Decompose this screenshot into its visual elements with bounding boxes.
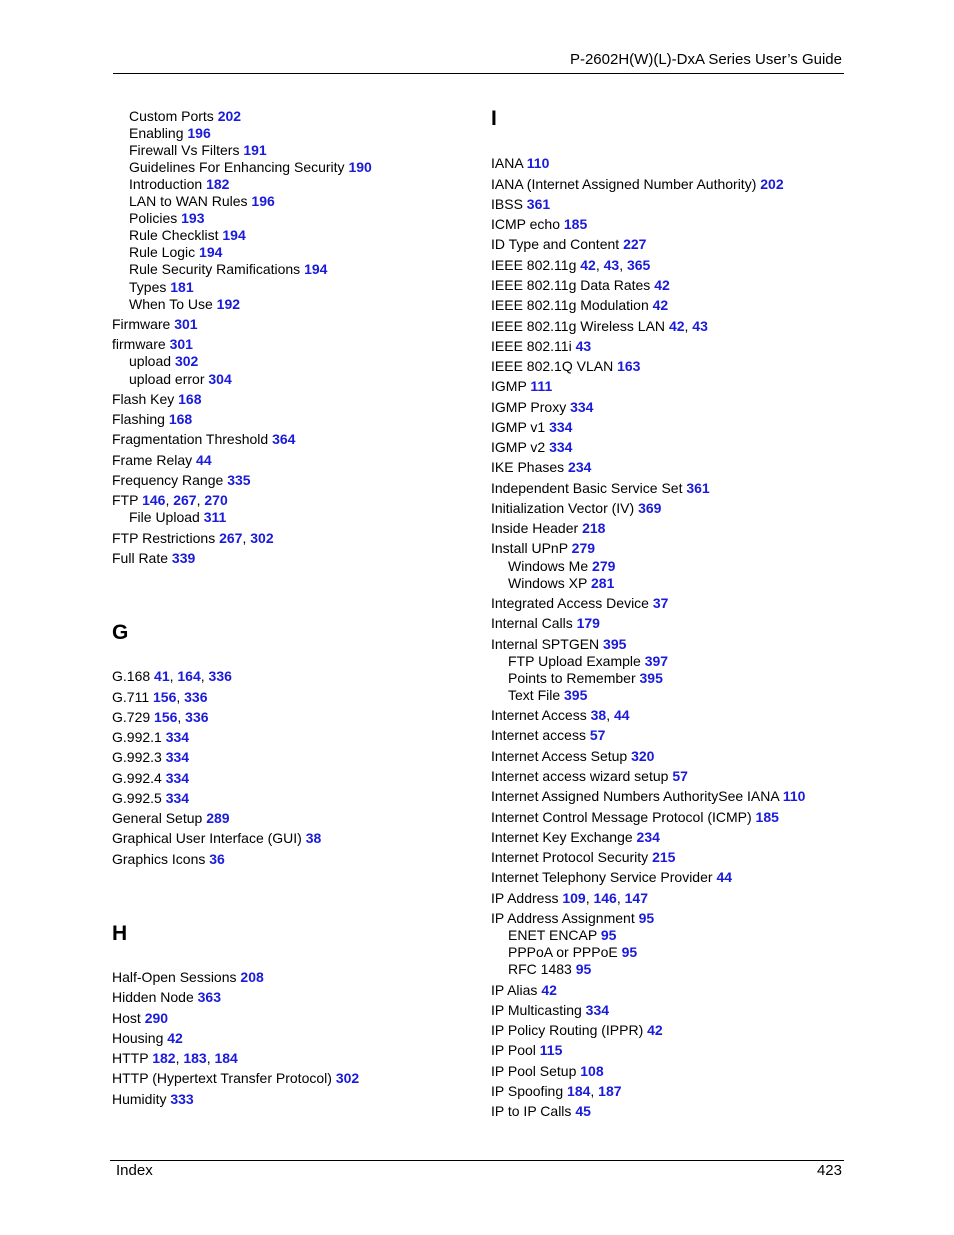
index-term: Graphical User Interface (GUI) xyxy=(112,830,302,846)
index-entry xyxy=(491,788,805,805)
index-term: Internet Access Setup xyxy=(491,748,628,764)
index-term: IGMP xyxy=(491,378,527,394)
index-term: IP Address xyxy=(491,890,559,906)
index-entry xyxy=(491,378,552,395)
page-reference-link[interactable]: 45 xyxy=(575,1103,591,1119)
index-term: Internet Telephony Service Provider xyxy=(491,869,713,885)
page-reference-link[interactable]: 301 xyxy=(169,336,193,352)
index-section-letter: H xyxy=(112,922,128,945)
index-term: IP Alias xyxy=(491,982,538,998)
page-reference-link[interactable]: 109 xyxy=(562,890,586,906)
index-term: G.168 xyxy=(112,668,151,684)
page-reference-link[interactable]: 334 xyxy=(549,439,573,455)
page-reference-link[interactable]: 95 xyxy=(575,961,592,977)
index-term: IANA xyxy=(491,155,523,171)
index-entry xyxy=(491,277,670,294)
page-reference-link[interactable]: 38 xyxy=(590,707,607,723)
index-term: Windows XP xyxy=(508,575,588,591)
page-reference-link[interactable]: 334 xyxy=(165,749,190,765)
page-reference-link[interactable]: 336 xyxy=(184,689,208,705)
index-subentry xyxy=(508,670,663,687)
page-reference-link[interactable]: 43 xyxy=(575,338,592,354)
index-term: ICMP echo xyxy=(491,216,560,232)
index-term: Enabling xyxy=(129,125,184,141)
index-term: Housing xyxy=(112,1030,164,1046)
index-term: Rule Checklist xyxy=(129,227,219,243)
index-term: Humidity xyxy=(112,1091,167,1107)
index-term: Guidelines For Enhancing Security xyxy=(129,159,345,175)
index-term: Points to Remember xyxy=(508,670,636,686)
index-entry xyxy=(491,338,591,355)
index-term: Half-Open Sessions xyxy=(112,969,237,985)
page-reference-link[interactable]: 334 xyxy=(585,1002,610,1018)
page-reference-link[interactable]: 320 xyxy=(631,748,655,764)
index-entry xyxy=(491,727,605,744)
index-entry xyxy=(491,595,668,612)
page-reference-link[interactable]: 270 xyxy=(204,492,228,508)
index-term: Graphics Icons xyxy=(112,851,206,867)
page-reference-link[interactable]: 156 xyxy=(154,709,178,725)
page-reference-link[interactable]: 57 xyxy=(672,768,688,784)
page-number: 423 xyxy=(816,1162,842,1179)
page-reference-link[interactable]: 108 xyxy=(580,1063,604,1079)
index-entry: FTP Restrictions 267, 302 xyxy=(112,530,274,546)
page-reference-link[interactable]: 302 xyxy=(174,353,199,369)
page-reference-link[interactable]: 334 xyxy=(549,419,573,435)
page-reference-link[interactable]: 192 xyxy=(216,296,241,312)
index-entry: G.711 156, 336 xyxy=(112,689,208,705)
index-term: IEEE 802.11i xyxy=(491,338,572,354)
index-term: IEEE 802.11g Modulation xyxy=(491,297,649,313)
index-term: HTTP (Hypertext Transfer Protocol) xyxy=(112,1070,332,1086)
index-entry xyxy=(491,636,626,653)
index-subentry xyxy=(508,687,587,704)
index-term: IP Pool Setup xyxy=(491,1063,577,1079)
index-term: Internet Access xyxy=(491,707,587,723)
index-entry xyxy=(491,982,557,999)
index-term: Internal SPTGEN xyxy=(491,636,600,652)
index-term: Fragmentation Threshold xyxy=(112,431,269,447)
page-reference-link[interactable]: 215 xyxy=(652,849,676,865)
index-entry xyxy=(491,520,605,537)
page-reference-link[interactable]: 42 xyxy=(541,982,557,998)
index-term: IEEE 802.11g xyxy=(491,257,577,273)
index-term: Hidden Node xyxy=(112,989,194,1005)
index-entry xyxy=(491,176,784,193)
index-entry: IEEE 802.11g Wireless LAN 42, 43 xyxy=(491,318,708,334)
index-term: IKE Phases xyxy=(491,459,565,475)
index-term: Internet access xyxy=(491,727,586,743)
index-term: Custom Ports xyxy=(129,108,214,124)
index-term: IBSS xyxy=(491,196,523,212)
index-term: Host xyxy=(112,1010,141,1026)
page-reference-link[interactable]: 336 xyxy=(208,668,232,684)
index-subentry xyxy=(508,961,591,978)
index-term: Frame Relay xyxy=(112,452,193,468)
page-reference-link[interactable]: 234 xyxy=(568,459,592,475)
index-entry: IEEE 802.11g 42, 43, 365 xyxy=(491,257,651,273)
index-term: Firewall Vs Filters xyxy=(129,142,240,158)
index-entry xyxy=(491,480,710,497)
index-term: IP Policy Routing (IPPR) xyxy=(491,1022,644,1038)
page-reference-link[interactable]: 289 xyxy=(206,810,230,826)
page-reference-link[interactable]: 202 xyxy=(760,176,784,192)
index-entry xyxy=(491,1103,591,1120)
page-reference-link[interactable]: 196 xyxy=(187,125,211,141)
index-subentry xyxy=(508,558,615,575)
page-reference-link[interactable]: 41 xyxy=(154,668,170,684)
index-term: IGMP Proxy xyxy=(491,399,567,415)
page-reference-link[interactable]: 365 xyxy=(626,257,651,273)
page-reference-link[interactable]: 339 xyxy=(171,550,196,566)
index-section-letter: I xyxy=(491,107,497,130)
page-reference-link[interactable]: 182 xyxy=(152,1050,176,1066)
index-term: RFC 1483 xyxy=(508,961,572,977)
index-term: Windows Me xyxy=(508,558,589,574)
index-term: IANA (Internet Assigned Number Authority) xyxy=(491,176,757,192)
page-reference-link[interactable]: 111 xyxy=(530,378,553,394)
page-reference-link[interactable]: 184 xyxy=(567,1083,591,1099)
page-reference-link[interactable]: 147 xyxy=(624,890,648,906)
page-reference-link[interactable]: 361 xyxy=(526,196,551,212)
page-reference-link[interactable]: 194 xyxy=(199,244,223,260)
page-reference-link[interactable]: 168 xyxy=(178,391,202,407)
index-term: Introduction xyxy=(129,176,203,192)
index-entry: FTP 146, 267, 270 xyxy=(112,492,228,508)
index-term: General Setup xyxy=(112,810,203,826)
index-entry xyxy=(491,768,688,785)
page-reference-link[interactable]: 42 xyxy=(647,1022,663,1038)
page-reference-link[interactable]: 42 xyxy=(654,277,670,293)
page-reference-link[interactable]: 156 xyxy=(153,689,177,705)
page-reference-link[interactable]: 187 xyxy=(598,1083,622,1099)
index-entry xyxy=(491,1002,609,1019)
page-reference-link[interactable]: 395 xyxy=(639,670,663,686)
index-term: Flash Key xyxy=(112,391,175,407)
page-reference-link[interactable]: 185 xyxy=(563,216,588,232)
page-reference-link[interactable]: 44 xyxy=(613,707,630,723)
index-entry xyxy=(491,236,646,253)
page-reference-link[interactable]: 110 xyxy=(782,788,806,804)
index-entry: G.729 156, 336 xyxy=(112,709,209,725)
index-term: HTTP xyxy=(112,1050,149,1066)
index-entry xyxy=(491,297,668,314)
index-entry xyxy=(491,500,661,517)
page-reference-link[interactable]: 37 xyxy=(652,595,669,611)
page-reference-link[interactable]: 181 xyxy=(170,279,194,295)
page-reference-link[interactable]: 193 xyxy=(181,210,205,226)
index-entry xyxy=(491,1042,562,1059)
index-entry xyxy=(491,358,640,375)
page-reference-link[interactable]: 234 xyxy=(636,829,660,845)
index-subentry xyxy=(508,944,637,961)
index-term: IEEE 802.11g Data Rates xyxy=(491,277,651,293)
page-reference-link[interactable]: 190 xyxy=(348,159,372,175)
index-term: Types xyxy=(129,279,167,295)
page-reference-link[interactable]: 182 xyxy=(206,176,230,192)
page-reference-link[interactable]: 334 xyxy=(165,790,190,806)
index-term: Rule Security Ramifications xyxy=(129,261,301,277)
page-reference-link[interactable]: 57 xyxy=(589,727,606,743)
index-term: ENET ENCAP xyxy=(508,927,597,943)
index-term: IP Spoofing xyxy=(491,1083,564,1099)
page-reference-link[interactable]: 95 xyxy=(621,944,638,960)
index-entry xyxy=(491,748,654,765)
page-reference-link[interactable]: 115 xyxy=(539,1042,563,1058)
index-term: FTP xyxy=(112,492,139,508)
index-term: IGMP v1 xyxy=(491,419,546,435)
page-reference-link[interactable]: 42 xyxy=(167,1030,183,1046)
index-entry xyxy=(491,829,660,846)
index-entry: IP Address 109, 146, 147 xyxy=(491,890,648,906)
index-term: upload error xyxy=(129,371,205,387)
index-entry xyxy=(491,399,593,416)
index-entry: G.168 41, 164, 336 xyxy=(112,668,232,684)
index-term: Frequency Range xyxy=(112,472,224,488)
page-reference-link[interactable]: 179 xyxy=(576,615,600,631)
page-reference-link[interactable]: 336 xyxy=(185,709,209,725)
index-term: Policies xyxy=(129,210,178,226)
index-entry xyxy=(491,439,572,456)
page-reference-link[interactable]: 301 xyxy=(174,316,198,332)
page-reference-link[interactable]: 363 xyxy=(197,989,221,1005)
page-reference-link[interactable]: 196 xyxy=(251,193,275,209)
page-reference-link[interactable]: 194 xyxy=(304,261,328,277)
index-term: IP Multicasting xyxy=(491,1002,582,1018)
index-term: Internet access wizard setup xyxy=(491,768,669,784)
page-reference-link[interactable]: 191 xyxy=(243,142,267,158)
index-entry xyxy=(491,216,587,233)
index-term: G.729 xyxy=(112,709,151,725)
page-reference-link[interactable]: 369 xyxy=(638,500,662,516)
index-term: Rule Logic xyxy=(129,244,196,260)
index-term: FTP Upload Example xyxy=(508,653,641,669)
page-reference-link[interactable]: 110 xyxy=(526,155,550,171)
index-term: Inside Header xyxy=(491,520,579,536)
index-term: Full Rate xyxy=(112,550,169,566)
index-term: FTP Restrictions xyxy=(112,530,216,546)
index-term: Integrated Access Device xyxy=(491,595,649,611)
index-term: upload xyxy=(129,353,172,369)
page-reference-link[interactable]: 267 xyxy=(219,530,243,546)
index-term: IP Address Assignment xyxy=(491,910,635,926)
index-entry: Internet Access 38, 44 xyxy=(491,707,630,723)
page-reference-link[interactable]: 333 xyxy=(170,1091,194,1107)
index-term: Firmware xyxy=(112,316,171,332)
index-term: Internal Calls xyxy=(491,615,573,631)
index-entry xyxy=(491,540,595,557)
page-reference-link[interactable]: 334 xyxy=(165,729,190,745)
index-entry xyxy=(491,910,654,927)
index-entry xyxy=(491,196,550,213)
page-reference-link[interactable]: 281 xyxy=(591,575,615,591)
index-term: Install UPnP xyxy=(491,540,568,556)
index-section-letter: G xyxy=(112,621,129,644)
page-reference-link[interactable]: 185 xyxy=(755,809,779,825)
index-term: ID Type and Content xyxy=(491,236,620,252)
page-reference-link[interactable]: 395 xyxy=(564,687,588,703)
index-term: File Upload xyxy=(129,509,200,525)
index-entry xyxy=(491,459,591,476)
page-reference-link[interactable]: 361 xyxy=(686,480,710,496)
page-reference-link[interactable]: 334 xyxy=(570,399,594,415)
page-reference-link[interactable]: 208 xyxy=(240,969,264,985)
page-reference-link[interactable]: 364 xyxy=(272,431,296,447)
index-term: Internet Key Exchange xyxy=(491,829,633,845)
index-term: IP Pool xyxy=(491,1042,536,1058)
page-reference-link[interactable]: 42 xyxy=(580,257,596,273)
page-reference-link[interactable]: 183 xyxy=(183,1050,207,1066)
index-term: firmware xyxy=(112,336,166,352)
index-term: G.992.4 xyxy=(112,770,162,786)
index-entry xyxy=(491,869,732,886)
index-term: G.992.1 xyxy=(112,729,162,745)
page-reference-link[interactable]: 194 xyxy=(222,227,246,243)
page-reference-link[interactable]: 267 xyxy=(173,492,197,508)
page-reference-link[interactable]: 290 xyxy=(144,1010,169,1026)
page-reference-link[interactable]: 163 xyxy=(617,358,641,374)
index-term: Initialization Vector (IV) xyxy=(491,500,635,516)
index-term: G.992.3 xyxy=(112,749,162,765)
index-entry xyxy=(491,809,779,826)
index-term: IEEE 802.1Q VLAN xyxy=(491,358,614,374)
index-entry xyxy=(491,155,549,172)
page-reference-link[interactable]: 395 xyxy=(603,636,627,652)
page-reference-link[interactable]: 95 xyxy=(638,910,655,926)
page-reference-link[interactable]: 44 xyxy=(196,452,212,468)
index-term: Text File xyxy=(508,687,561,703)
index-term: Internet Assigned Numbers AuthoritySee IANA xyxy=(491,788,779,804)
page-reference-link[interactable]: 302 xyxy=(250,530,274,546)
index-term: IP to IP Calls xyxy=(491,1103,572,1119)
page-reference-link[interactable]: 42 xyxy=(652,297,669,313)
index-subentry xyxy=(508,653,668,670)
page-reference-link[interactable]: 42 xyxy=(668,318,685,334)
index-term: When To Use xyxy=(129,296,213,312)
guide-title: P-2602H(W)(L)-DxA Series User’s Guide xyxy=(569,51,842,68)
index-subentry xyxy=(508,575,614,592)
index-term: IEEE 802.11g Wireless LAN xyxy=(491,318,666,334)
page-reference-link[interactable]: 334 xyxy=(165,770,190,786)
page-reference-link[interactable]: 164 xyxy=(177,668,201,684)
page-reference-link[interactable]: 335 xyxy=(227,472,251,488)
page-reference-link[interactable]: 304 xyxy=(208,371,232,387)
index-term: G.711 xyxy=(112,689,150,705)
index-term: Internet Control Message Protocol (ICMP) xyxy=(491,809,752,825)
page-reference-link[interactable]: 311 xyxy=(203,509,227,525)
page-reference-link[interactable]: 36 xyxy=(209,851,225,867)
index-entry: HTTP 182, 183, 184 xyxy=(112,1050,238,1066)
index-entry xyxy=(491,615,600,632)
page-reference-link[interactable]: 43 xyxy=(603,257,620,273)
page-reference-link[interactable]: 95 xyxy=(600,927,617,943)
index-entry xyxy=(491,1063,604,1080)
page-reference-link[interactable]: 146 xyxy=(142,492,166,508)
index-term: LAN to WAN Rules xyxy=(129,193,248,209)
page-reference-link[interactable]: 38 xyxy=(305,830,322,846)
page-reference-link[interactable]: 146 xyxy=(593,890,617,906)
page-reference-link[interactable]: 279 xyxy=(571,540,596,556)
index-term: G.992.5 xyxy=(112,790,162,806)
index-term: Flashing xyxy=(112,411,165,427)
page-reference-link[interactable]: 302 xyxy=(335,1070,360,1086)
page-reference-link[interactable]: 184 xyxy=(214,1050,238,1066)
page-reference-link[interactable]: 279 xyxy=(592,558,616,574)
page-reference-link[interactable]: 218 xyxy=(582,520,606,536)
index-entry xyxy=(491,1022,663,1039)
page-reference-link[interactable]: 43 xyxy=(692,318,708,334)
footer-divider xyxy=(110,1160,844,1161)
footer-section-label: Index xyxy=(116,1162,153,1179)
page-reference-link[interactable]: 227 xyxy=(623,236,647,252)
index-term: Internet Protocol Security xyxy=(491,849,649,865)
page-reference-link[interactable]: 168 xyxy=(168,411,193,427)
index-term: Independent Basic Service Set xyxy=(491,480,683,496)
page-reference-link[interactable]: 202 xyxy=(217,108,242,124)
index-subentry xyxy=(508,927,616,944)
index-entry xyxy=(491,849,675,866)
index-entry xyxy=(491,419,572,436)
index-entry: IP Spoofing 184, 187 xyxy=(491,1083,622,1099)
page-reference-link[interactable]: 44 xyxy=(716,869,733,885)
index-term: PPPoA or PPPoE xyxy=(508,944,618,960)
page-reference-link[interactable]: 397 xyxy=(644,653,669,669)
index-term: IGMP v2 xyxy=(491,439,546,455)
